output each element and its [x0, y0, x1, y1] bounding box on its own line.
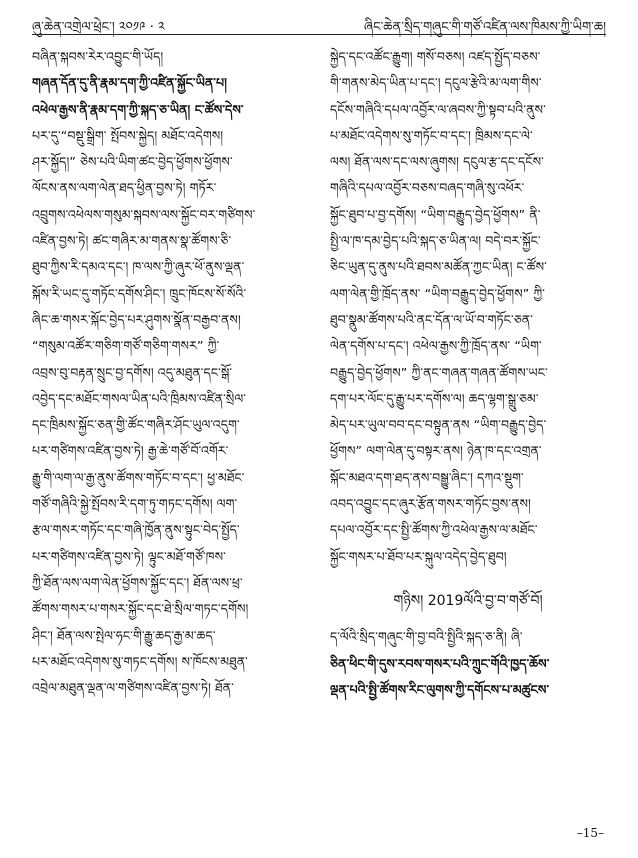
text-line: སྐྱོང་ཐུབ་པ་བྱ་དགོས། “ཡིག་བརྒྱུད་བྱེད་ཕྱོགས” ནི་	[330, 206, 541, 222]
text-line: ད་ལོའི་སྲིད་གཞུང་གི་བྱ་བའི་སྤྱིའི་སྐད་ཅ་ནི། ཞི་	[330, 629, 523, 645]
text-line: སྐྱེད་དང་འཚོང་རྒྱུག། གསོ་བཅས། འཛད་སྤྱོད་བཅས་	[330, 49, 541, 64]
text-line: ཚོགས་གསར་པ་གསར་སྐྱོང་དང་ཐེ་སྲིལ་གཏང་དགོས།	[32, 601, 249, 617]
text-line: རྩལ་གསར་གཏོང་དང་གཞི་ཁྱོན་ནུས་སྟུང་བེད་སྤྱོད་	[32, 522, 240, 538]
text-line: ལེན་དགོས་པ་དང་། འཕེལ་རྒྱས་ཀྱི་ཁྲོད་ནས་ “ཡིག་	[330, 338, 542, 354]
page-number: –15–	[576, 826, 604, 840]
text-line: དངོས་གཞིའི་དཔལ་འབྱོར་ལ་ཞབས་ཀྱི་སྟབ་པའི་ནུས་	[330, 101, 546, 117]
text-line: འཛིན་བྱས་ཏེ། ཚང་གཞིར་མ་གནས་སྣ་ཚོགས་ཅི་	[32, 233, 232, 249]
left-text-column	[32, 44, 308, 701]
text-line: ལས། ཐོན་ལས་དང་ལས་ཞུགས། དངུལ་རྩ་དང་དངོས་	[330, 154, 544, 170]
text-line: འབྱེད་དང་མཐོང་གསལ་ཡིན་པའི་ཁྲིམས་འཛིན་སྲིལ་	[32, 390, 246, 406]
text-line: པར་གཙིགས་འཛིན་བྱས་ཏེ། ལྟུང་མཐོ་གཙོ་ཁས་	[32, 548, 226, 564]
right-text-column	[330, 44, 606, 703]
text-line: པར་དུ་“བསྡུ་སྒྲིག་ སྤོབས་སྐྱེད། མཐོང་འདེགས།	[32, 127, 224, 143]
text-line: དང་ཁྲིམས་སྐྱོང་ཅན་གྱི་ཚོང་གཞིར་ཤོང་ཡུལ་འདུག་	[32, 417, 240, 433]
text-line: གི་གནས་མེད་ཡིན་པ་དང་། དངུལ་རྩེའི་མ་ལག་གིས་	[330, 75, 542, 91]
header-divider	[32, 34, 606, 35]
section-heading: གཉིས། 2019ལོའི་བྱ་བ་གཙོ་བོ།	[393, 592, 543, 609]
text-line: སྤྱི་ལ་ཁ་དམ་བྱེད་པའི་སྐད་ཅ་ཡིན་ལ། བདེ་བར་སྐྱོང་	[330, 233, 541, 249]
text-line-bold: ལྡན་པའི་སྤྱི་ཚོགས་རིང་ལུགས་ཀྱི་དགོངས་པ་མཚུངས་	[330, 681, 550, 697]
text-line: གཙོ་གཞིའི་སྐྱེ་སྤོབས་རི་དག་ཏུ་གཏང་དགོས། ལག་	[32, 496, 238, 512]
text-line: རྒྱུ་གི་ལག་ལ་རྒྱ་ནུས་ཚོགས་གཏོང་བ་དང་། ཕྱ་མཐོང་	[32, 469, 245, 485]
text-line: སྐོས་རི་ཡང་དུ་གཏོང་དགོས་ཤིང་། ཁྲུང་ཁོངས་སོ་སོའི་	[32, 285, 247, 301]
text-line: “གསུམ་འཚོར་གཅིག་གཙོ་གཅིག་གསར” ཀྱི་	[32, 338, 220, 354]
text-line: ཐུབ་སྣུམ་ཚོགས་པའི་ནང་དོན་ལ་ཡོ་བ་གཏོང་ཅན་	[330, 311, 533, 327]
text-line: འབྲས་བུ་བརྟན་སྲུང་བྱ་དགོས། འདུ་མཐུན་དང་སྒོ་	[32, 364, 233, 380]
text-line: གཞིའི་དཔལ་འབྱོར་བཅས་བཞད་གཞི་སུ་འཕོར་	[330, 180, 525, 196]
text-line: ལག་ལེན་གྱི་ཁྲོད་ནས་ “ཡིག་བརྒྱུད་བྱེད་ཕྱོགས” ཀྱི་	[330, 285, 546, 301]
text-line: ཞིང་ཆ་གསར་སྐོང་བྱེད་པར་ཤུགས་སྣོན་བརྒྱབ་ནས།	[32, 311, 241, 327]
text-line: པ་མཐོང་འདེགས་སུ་གཏོང་བ་དང་། ཁྲིམས་དང་ལེ་	[330, 127, 533, 143]
text-line: འབད་འབྱུང་དང་ཞུར་རྩོན་གསར་གཏོང་བྱས་ནས།	[330, 496, 531, 512]
text-line: ཀྱི་ཐོན་ལས་ལག་ལེན་ཕྱོགས་སྐྱོང་དང་། ཐོན་ལས་ཕྲ་	[32, 574, 243, 590]
text-line: འབྲེལ་མཐུན་ལྡན་ལ་གཙིགས་འཛིན་བྱས་ཏེ། ཐོན་	[32, 680, 234, 696]
running-header	[32, 10, 606, 35]
text-line: བརྒྱུད་བྱེད་ཕྱོགས” ཀྱི་ནང་གཞན་གཞན་ཚོགས་ཡང་	[330, 364, 548, 380]
text-line: འབྲུགས་འཕེལས་གསུམ་སྐབས་ལས་སྐྱོང་བར་གཙིགས་	[32, 206, 256, 222]
text-line: ལོངས་ནས་ལག་ལེན་ཐད་ཕྱིན་བྱས་ཏེ། གཏོར་	[32, 180, 217, 196]
text-line: བཞིན་སྐབས་རེར་འབྱུང་གི་ཡོད།	[32, 49, 164, 64]
text-line: དག་པར་ལོང་དུ་རྒྱུ་པར་དགོས་ལ། ཆད་ལྷག་སྒྲུ་ཅམ་	[330, 390, 539, 406]
text-line: མེད་པར་ཡུལ་བབ་དང་བསྟུན་ནས “ཡིག་བརྒྱུད་བྱེད་	[330, 417, 547, 433]
text-line: དཔལ་འབྱོར་དང་སྤྱི་ཚོགས་ཀྱི་འཕེལ་རྒྱས་ལ་མཐོང་	[330, 522, 538, 538]
header-document-category: ཞིང་ཆེན་སྲིད་གཞུང་གི་གཙོ་འཛིན་ལས་ཁིམས་ཀྱི་ཡིག་ཆ།	[363, 20, 606, 35]
text-line: སྐོང་མཐའ་དག་ཐད་ནས་བསྒྱུ་ཞིང་། དཀའ་སྡུག་	[330, 469, 524, 485]
text-line-bold: ཅིན་ཕིང་གི་དུས་རབས་གསར་པའི་ཀྲུང་གོའི་ཁྱད་ཆོས་	[330, 655, 550, 671]
text-line: ཅིང་ཡུན་དུ་ནུས་པའི་ཐབས་མཚོན་ཀྱང་ཡིན། ང་ཚོས་	[330, 259, 547, 275]
text-line: ཕྱོགས” ལག་ལེན་དུ་བསྟར་ནས། ཉེན་ཁ་དང་འགྲན་	[330, 443, 542, 459]
text-line-bold: གཞན་དོན་དུ་ནི་རྣམ་དག་ཀྱི་འཛིན་སྐྱོང་ཡིན་པ།	[32, 75, 228, 91]
text-line: ཤར་སྐྱོད།” ཅེས་པའི་ཡིག་ཚང་བྱེད་ཕྱོགས་ཕྱོགས་	[32, 154, 233, 170]
text-line: སྐྱོང་གསར་པ་ཐོབ་པར་སྐུལ་འདེད་བྱེད་ཐུབ།	[330, 548, 507, 564]
text-line-bold: འཕེལ་རྒྱས་ནི་རྣམ་དག་ཀྱི་སྐད་ཅ་ཡིན། ང་ཚོས་དེས་	[32, 101, 244, 117]
text-line: པར་མཐོང་འདེགས་སུ་གཏང་དགོས། ས་ཁོངས་མཐུན་	[32, 653, 248, 669]
text-line: ཤིང་། ཐོན་ལས་སྤེལ་ཧང་གི་རྒྱུ་ཆད་རྒྱ་མ་ཆད་	[32, 627, 216, 643]
text-line: པར་གཙིགས་འཛིན་བྱས་ཏེ། རྒྱ་ཆེ་གཙོ་བོ་འགོར་	[32, 443, 229, 459]
text-line: ཐུབ་ཀྱིས་རི་དམའ་དང་། ཁ་ལས་ཀྱི་ཞུར་ཕོ་ནུས་ལྡན་	[32, 259, 245, 275]
header-journal-issue: ཞུ་ཆེན་འགྲེལ་ཕྲེང་། ༢༠༡༩ · ༢	[32, 20, 165, 35]
